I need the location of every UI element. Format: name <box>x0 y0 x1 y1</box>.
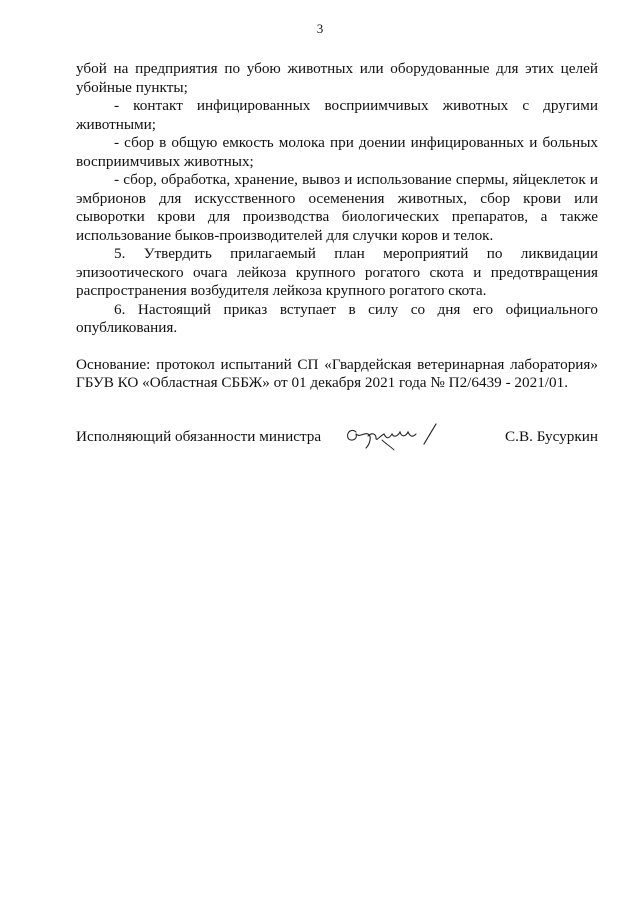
page-number: 3 <box>316 21 324 36</box>
paragraph-item-6: 6. Настоящий приказ вступает в силу со дня его официального опубликования. <box>76 300 598 336</box>
paragraph-milk-collection: - сбор в общую емкость молока при доении инфицированных и больных восприимчивых животных; <box>76 134 598 170</box>
signer-title: Исполняющий обязанности министра <box>76 428 322 445</box>
paragraph-slaughter: убой на предприятия по убою животных или оборудованные для этих целей убойные пункты; <box>76 60 598 96</box>
paragraph-item-5: 5. Утвердить прилагаемый план мероприятий по ликвидации эпизоотического очага лейкоза крупного рогатого скота и предотвращения распространения возбудителя лейкоза крупного рогатого скота. <box>76 245 598 299</box>
spacer <box>76 338 598 356</box>
basis-note: Основание: протокол испытаний СП «Гвардейская ветеринарная лаборатория» ГБУВ КО «Областная СББЖ» от 01 декабря 2021 года № П2/6439 - 2021/01. <box>76 355 598 391</box>
paragraph-contact: - контакт инфицированных восприимчивых животных с другими животными; <box>76 97 598 133</box>
document-body <box>76 60 598 393</box>
signature-block <box>76 426 598 456</box>
paragraph-semen-handling: - сбор, обработка, хранение, вывоз и использование спермы, яйцеклеток и эмбрионов для искусственного осеменения животных, сбор крови или сыворотки крови для производства биологических препаратов, а также использование быков-производителей для случки коров и телок. <box>76 171 598 244</box>
signer-name: С.В. Бусуркин <box>505 428 598 445</box>
handwritten-signature <box>342 416 452 460</box>
